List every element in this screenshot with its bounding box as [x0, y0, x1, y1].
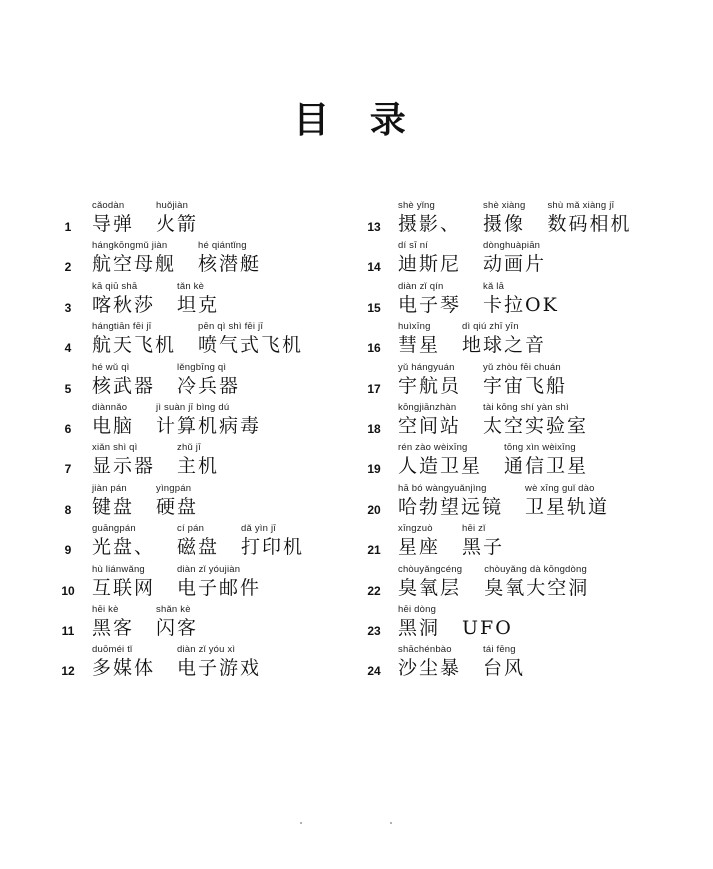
toc-entry[interactable]: [56, 362, 356, 402]
entry-number: 17: [367, 381, 381, 396]
entry-term: [483, 362, 567, 398]
entry-terms: [398, 442, 610, 478]
entry-term: [398, 362, 461, 398]
entry-terms: [398, 644, 547, 680]
pinyin-label: guāngpán: [92, 523, 136, 535]
hanzi-label: 航空母舰: [92, 253, 177, 276]
entry-term: [483, 240, 546, 276]
hanzi-label: 光盘、: [92, 536, 156, 559]
entry-terms: [398, 523, 526, 559]
scan-speck: [390, 822, 392, 824]
entry-number: 19: [367, 462, 381, 477]
entry-number: 18: [367, 421, 381, 436]
hanzi-label: 键盘: [92, 495, 135, 518]
pinyin-label: [462, 604, 513, 616]
pinyin-label: diàn zǐ yóu xì: [177, 644, 236, 656]
entry-terms: [92, 240, 283, 276]
entry-terms: [398, 604, 535, 640]
pinyin-label: pēn qì shì fēi jī: [198, 321, 264, 333]
entry-term: [483, 200, 525, 236]
pinyin-label: shè yǐng: [398, 200, 435, 211]
entry-term: [398, 402, 461, 438]
hanzi-label: 人造卫星: [398, 455, 483, 478]
pinyin-label: huìxīng: [398, 321, 431, 333]
entry-terms: [92, 604, 220, 640]
page-title: 目 录: [293, 100, 420, 141]
hanzi-label: 迪斯尼: [398, 253, 462, 276]
entry-number: 3: [64, 300, 72, 315]
entry-terms: [92, 644, 283, 680]
pinyin-label: yǔ zhòu fēi chuán: [483, 361, 561, 373]
toc-entry[interactable]: [362, 240, 662, 280]
entry-term: [198, 321, 303, 357]
pinyin-label: tài kōng shí yàn shì: [483, 401, 569, 413]
entry-term: [177, 564, 261, 600]
hanzi-label: 导弹: [92, 213, 135, 235]
entry-terms: [398, 321, 568, 357]
hanzi-label: 太空实验室: [483, 414, 589, 437]
hanzi-label: 核武器: [92, 374, 156, 397]
entry-term: [177, 362, 240, 398]
hanzi-label: 坦克: [177, 293, 220, 316]
entry-terms: [92, 200, 220, 236]
entry-number: 1: [64, 220, 72, 234]
pinyin-label: hēi zǐ: [462, 523, 486, 535]
entry-number: 21: [367, 543, 381, 558]
pinyin-label: rén zào wèixīng: [398, 442, 468, 454]
toc-column-right: [362, 200, 662, 685]
entry-term: [156, 604, 198, 640]
toc-entry[interactable]: [362, 281, 662, 321]
entry-number: 8: [64, 502, 72, 517]
hanzi-label: 硬盘: [156, 495, 199, 518]
entry-number: 5: [64, 381, 72, 396]
toc-entry[interactable]: [56, 321, 356, 361]
entry-terms: [92, 321, 325, 357]
pinyin-label: hángtiān fēi jī: [92, 321, 152, 333]
hanzi-label: 电子琴: [398, 293, 462, 316]
hanzi-label: UFO: [462, 616, 513, 639]
entry-term: [462, 523, 504, 559]
hanzi-label: 通信卫星: [504, 455, 589, 478]
entry-term: [398, 523, 440, 559]
hanzi-label: 喷气式飞机: [198, 334, 304, 357]
pinyin-label: diàn zǐ qín: [398, 280, 444, 292]
entry-term: [462, 321, 546, 357]
hanzi-label: 卫星轨道: [525, 495, 610, 518]
entry-term: [177, 281, 219, 317]
entry-number: 23: [367, 623, 381, 638]
entry-terms: [92, 483, 220, 519]
hanzi-label: 臭氧层: [398, 576, 462, 599]
toc-entry[interactable]: [362, 402, 662, 442]
pinyin-label: hé qiántǐng: [198, 240, 247, 252]
hanzi-label: 冷兵器: [177, 374, 241, 397]
pinyin-label: lěngbīng qì: [177, 361, 227, 373]
toc-entry[interactable]: [56, 200, 356, 240]
entry-term: [398, 483, 503, 519]
pinyin-label: dǎ yìn jī: [241, 523, 277, 535]
pinyin-label: wè xīng guǐ dào: [525, 482, 595, 494]
hanzi-label: 动画片: [483, 253, 547, 276]
pinyin-label: cǎodàn: [92, 200, 125, 211]
pinyin-label: dònghuàpiān: [483, 240, 541, 252]
hanzi-label: 主机: [177, 455, 220, 478]
entry-term: [92, 321, 176, 357]
hanzi-label: 地球之音: [462, 334, 547, 357]
entry-term: [92, 442, 155, 478]
entry-term: [398, 200, 461, 236]
entry-term: [92, 200, 134, 236]
hanzi-label: 打印机: [241, 536, 305, 559]
entry-term: [504, 442, 588, 478]
toc-entry[interactable]: [362, 321, 662, 361]
entry-terms: [92, 402, 283, 438]
entry-terms: [92, 281, 241, 317]
entry-term: [177, 644, 261, 680]
toc-entry[interactable]: [362, 483, 662, 523]
entry-term: [483, 644, 525, 680]
pinyin-label: yìngpán: [156, 482, 192, 494]
hanzi-label: 摄影、: [398, 213, 462, 235]
entry-number: 11: [61, 623, 75, 638]
entry-term: [483, 281, 559, 317]
hanzi-label: 喀秋莎: [92, 293, 156, 316]
pinyin-label: tōng xìn wèixīng: [504, 442, 576, 454]
hanzi-label: 显示器: [92, 455, 156, 478]
entry-term: [398, 564, 462, 600]
hanzi-label: 宇航员: [398, 374, 462, 397]
entry-term: [92, 402, 134, 438]
pinyin-label: xiǎn shì qì: [92, 442, 138, 454]
entry-term: [398, 240, 461, 276]
pinyin-label: duōméi tǐ: [92, 644, 133, 656]
toc-entry[interactable]: [56, 564, 356, 604]
hanzi-label: 闪客: [156, 616, 199, 639]
entry-number: 20: [367, 502, 381, 517]
entry-terms: [398, 200, 654, 236]
pinyin-label: zhǔ jī: [177, 442, 201, 454]
entry-number: 15: [367, 300, 381, 315]
hanzi-label: 电子邮件: [177, 576, 262, 599]
pinyin-label: jì suàn jī bìng dú: [156, 401, 230, 413]
toc-entry[interactable]: [362, 200, 662, 240]
pinyin-label: hé wǔ qì: [92, 361, 130, 373]
entry-term: [241, 523, 304, 559]
entry-number: 6: [64, 421, 72, 436]
hanzi-label: 航天飞机: [92, 334, 177, 357]
entry-term: [92, 564, 155, 600]
hanzi-label: 沙尘暴: [398, 657, 462, 680]
hanzi-label: 计算机病毒: [156, 414, 262, 437]
entry-number: 14: [367, 260, 381, 275]
entry-term: [547, 200, 631, 236]
toc-entry[interactable]: [362, 442, 662, 482]
toc-entry[interactable]: [56, 523, 356, 563]
toc-entry[interactable]: [362, 644, 662, 684]
entry-term: [398, 321, 440, 357]
entry-term: [156, 402, 261, 438]
pinyin-label: hù liánwǎng: [92, 563, 145, 575]
pinyin-label: shǎn kè: [156, 603, 191, 615]
hanzi-label: 卡拉OK: [483, 293, 559, 316]
toc-entry[interactable]: [56, 483, 356, 523]
entry-number: 2: [64, 260, 72, 275]
toc-entry[interactable]: [362, 564, 662, 604]
pinyin-label: hā bó wàngyuǎnjìng: [398, 482, 487, 494]
pinyin-label: diànnǎo: [92, 401, 128, 413]
toc-entry[interactable]: [56, 604, 356, 644]
pinyin-label: kā qiū shā: [92, 280, 138, 292]
entry-terms: [398, 483, 631, 519]
entry-term: [462, 604, 513, 640]
toc-entry[interactable]: [56, 644, 356, 684]
hanzi-label: 互联网: [92, 576, 156, 599]
pinyin-label: hángkōngmǔ jiàn: [92, 240, 168, 252]
pinyin-label: xīngzuò: [398, 523, 433, 535]
entry-terms: [398, 281, 581, 317]
entry-term: [398, 604, 440, 640]
entry-term: [92, 362, 155, 398]
pinyin-label: chòuyǎngcéng: [398, 563, 463, 575]
entry-terms: [398, 362, 589, 398]
pinyin-label: kōngjiānzhàn: [398, 401, 457, 413]
entry-term: [198, 240, 261, 276]
pinyin-label: dì qiú zhī yīn: [462, 321, 519, 333]
hanzi-label: 臭氧大空洞: [484, 576, 590, 599]
hanzi-label: 电子游戏: [177, 657, 262, 680]
entry-number: 4: [64, 341, 72, 356]
hanzi-label: 多媒体: [92, 657, 156, 680]
hanzi-label: 黑子: [462, 536, 505, 559]
entry-terms: [398, 402, 610, 438]
pinyin-label: jiàn pán: [92, 482, 127, 494]
pinyin-label: kǎ lā: [483, 280, 505, 292]
entry-number: 22: [367, 583, 381, 598]
toc-entry[interactable]: [56, 240, 356, 280]
hanzi-label: 星座: [398, 536, 441, 559]
hanzi-label: 火箭: [156, 213, 199, 235]
entry-term: [483, 402, 588, 438]
toc-entry[interactable]: [56, 442, 356, 482]
entry-term: [398, 281, 461, 317]
pinyin-label: shāchénbào: [398, 644, 452, 656]
entry-term: [92, 281, 155, 317]
entry-term: [398, 644, 461, 680]
entry-term: [92, 604, 134, 640]
entry-number: 16: [367, 341, 381, 356]
pinyin-label: tái fēng: [483, 644, 516, 656]
entry-number: 24: [367, 664, 381, 679]
toc-entry[interactable]: [362, 362, 662, 402]
hanzi-label: 空间站: [398, 414, 462, 437]
hanzi-label: 哈勃望远镜: [398, 495, 504, 518]
toc-entry[interactable]: [362, 604, 662, 644]
entry-number: 9: [64, 543, 72, 558]
pinyin-label: diàn zǐ yóujiàn: [177, 563, 241, 575]
pinyin-label: chòuyǎng dà kōngdòng: [484, 563, 587, 575]
entry-term: [177, 442, 219, 478]
toc-column-left: [56, 200, 356, 685]
pinyin-label: hēi kè: [92, 603, 119, 615]
pinyin-label: hēi dòng: [398, 603, 437, 615]
entry-term: [398, 442, 482, 478]
pinyin-label: shè xiàng: [483, 200, 526, 211]
hanzi-label: 摄像: [483, 213, 526, 235]
entry-term: [92, 523, 155, 559]
toc-entry[interactable]: [362, 523, 662, 563]
pinyin-label: dí sī ní: [398, 240, 429, 252]
entry-term: [525, 483, 609, 519]
toc-entry[interactable]: [56, 402, 356, 442]
pinyin-label: cí pán: [177, 523, 205, 535]
entry-terms: [92, 523, 326, 559]
entry-number: 12: [61, 664, 75, 679]
entry-term: [92, 644, 155, 680]
hanzi-label: 黑洞: [398, 616, 441, 639]
entry-term: [92, 483, 134, 519]
scan-speck: [300, 822, 302, 824]
hanzi-label: 黑客: [92, 616, 135, 639]
pinyin-label: yǔ hángyuán: [398, 361, 455, 373]
hanzi-label: 宇宙飞船: [483, 374, 568, 397]
toc-entry[interactable]: [56, 281, 356, 321]
pinyin-label: tǎn kè: [177, 280, 205, 292]
entry-term: [156, 483, 198, 519]
entry-number: 10: [61, 583, 75, 598]
entry-terms: [92, 564, 283, 600]
entry-term: [92, 240, 176, 276]
entry-term: [177, 523, 219, 559]
pinyin-label: huǒjiàn: [156, 200, 189, 211]
entry-number: 7: [64, 462, 72, 477]
hanzi-label: 台风: [483, 657, 526, 680]
hanzi-label: 数码相机: [547, 213, 632, 235]
entry-terms: [92, 442, 241, 478]
entry-number: 13: [367, 220, 381, 234]
pinyin-label: shù mǎ xiàng jī: [547, 200, 615, 211]
entry-terms: [398, 240, 568, 276]
hanzi-label: 核潜艇: [198, 253, 262, 276]
entry-terms: [92, 362, 262, 398]
entry-term: [484, 564, 589, 600]
hanzi-label: 彗星: [398, 334, 441, 357]
entry-terms: [398, 564, 611, 600]
entry-term: [156, 200, 198, 236]
hanzi-label: 磁盘: [177, 536, 220, 559]
hanzi-label: 电脑: [92, 414, 135, 437]
